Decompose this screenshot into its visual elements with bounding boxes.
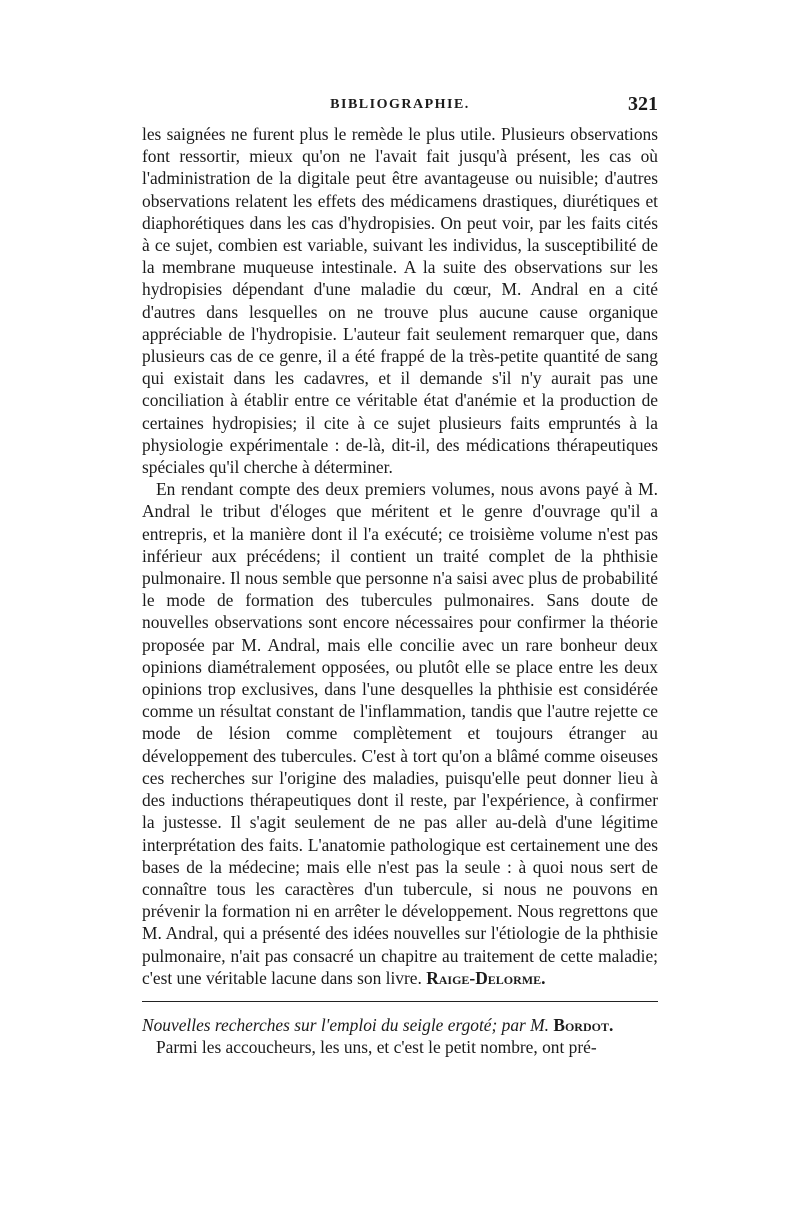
paragraph-hydropisies: les saignées ne furent plus le remède le plus utile. Plusieurs observations font ressortir, mieux qu'on ne l'avait fait jusqu'à présent, les cas où l'administration de la digitale peut être avantageuse ou nuisible; d'autres observations relatent les effets des médicamens drastiques, diurétiques et diaphorétiques dans les cas d'hydropisies. On peut voir, par les faits cités à ce sujet, combien est variable, suivant les individus, la susceptibilité de la membrane muqueuse intestinale. A la suite des observations sur les hydropisies dépendant d'une maladie du cœur, M. Andral en a cité d'autres dans lesquelles on ne trouve plus aucune cause organique appréciable de l'hydropisie. L'auteur fait seulement remarquer que, dans plusieurs cas de ce genre, il a été frappé de la très-petite quantité de sang qui existait dans les cadavres, et il demande s'il n'y aurait pas une conciliation à établir entre ce véritable état d'anémie et la production de certaines hydropisies; il cite à ce sujet plusieurs faits empruntés à la physiologie expérimentale : de-là, dit-il, des médications thérapeutiques spéciales qu'il cherche à déterminer.: [142, 124, 658, 478]
next-review-author: Bordot.: [553, 1014, 614, 1035]
section-divider: [142, 1001, 658, 1002]
page-number: 321: [628, 93, 658, 115]
next-review-title: Nouvelles recherches sur l'emploi du seigle ergoté; par M.: [142, 1014, 549, 1035]
page-header: [142, 93, 658, 123]
next-review-heading: [142, 1014, 658, 1036]
review-signature: Raige-Delorme.: [426, 967, 546, 988]
paragraph-phthisie: [142, 478, 658, 989]
running-head: BIBLIOGRAPHIE.: [330, 97, 470, 112]
next-review-first-line: Parmi les accoucheurs, les uns, et c'est le petit nombre, ont pré-: [156, 1037, 597, 1058]
paragraph-phthisie-text: En rendant compte des deux premiers volumes, nous avons payé à M. Andral le tribut d'éloges que méritent et le genre d'ouvrage qu'il a entrepris, et la manière dont il l'a exécuté; ce troisième volume n'est pas inférieur aux précédens; il contient un traité complet de la phthisie pulmonaire. Il nous semble que personne n'a saisi avec plus de probabilité le mode de formation des tubercules pulmonaires. Sans doute de nouvelles observations sont encore nécessaires pour confirmer la théorie proposée par M. Andral, mais elle concilie avec un rare bonheur deux opinions diamétralement opposées, ou plutôt elle se place entre les deux opinions trop exclusives, dans l'une desquelles la phthisie est considérée comme un résultat constant de l'inflammation, tandis que l'autre rejette ce mode de lésion comme complètement et toujours étranger au développement des tubercules. C'est à tort qu'on a blâmé comme oiseuses ces recherches sur l'origine des maladies, puisqu'elle peut donner lieu à des inductions thérapeutiques dont il reste, par l'expérience, à confirmer la justesse. Il s'agit seulement de ne pas aller au-delà d'une légitime interprétation des faits. L'anatomie pathologique est certainement une des bases de la médecine; mais elle n'est pas la seule : à quoi nous sert de connaître tous les caractères d'un tubercule, si nous ne pouvons en prévenir la formation ni en arrêter le développement. Nous regrettons que M. Andral, qui a présenté des idées nouvelles sur l'étiologie de la phthisie pulmonaire, n'ait pas consacré un chapitre au traitement de cette maladie; c'est une véritable lacune dans son livre.: [142, 479, 658, 988]
book-page: [142, 93, 658, 1058]
